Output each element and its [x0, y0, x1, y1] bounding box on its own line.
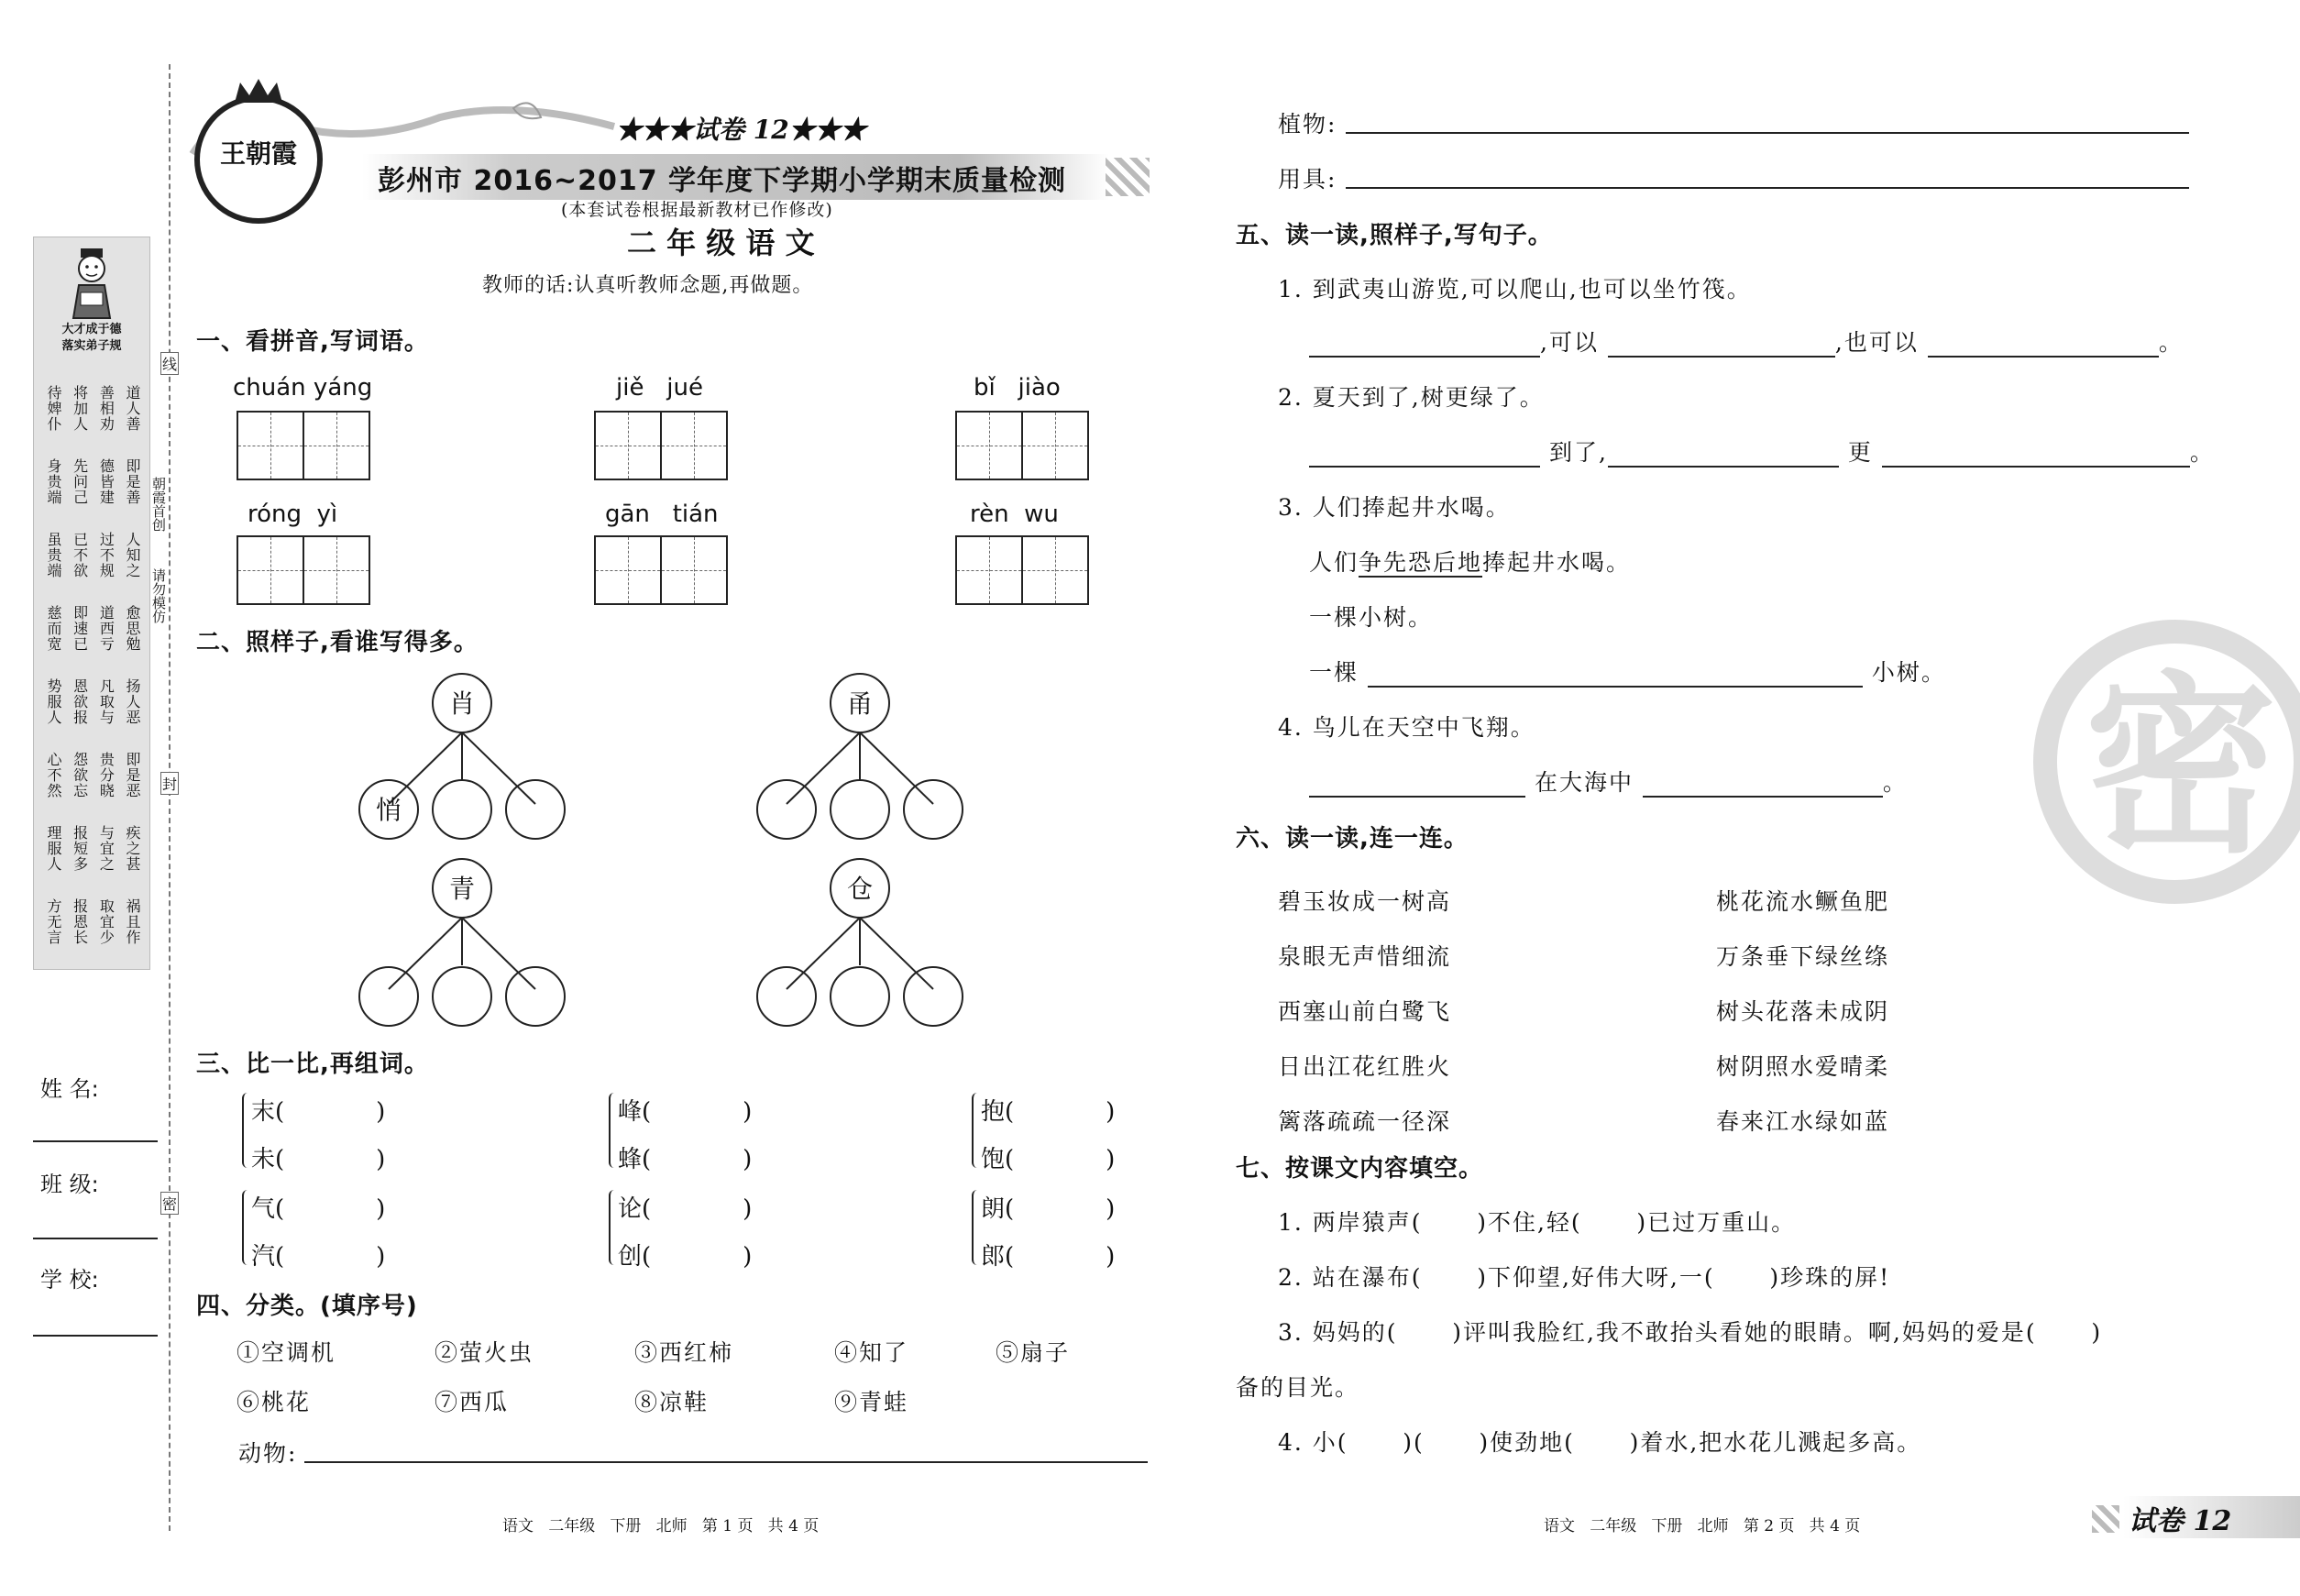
- motto-col: 人知之: [123, 531, 141, 578]
- motto-col: 恩欲报: [71, 677, 89, 725]
- pinyin-6: rèn wu: [970, 501, 1059, 528]
- option-2: ②萤火虫: [435, 1339, 534, 1366]
- motto-col: 先问己: [71, 457, 89, 505]
- crown-icon: [231, 77, 286, 105]
- match-left-item[interactable]: 泉眼无声惜细流: [1278, 943, 1452, 970]
- tree-4-leaf-1[interactable]: [757, 967, 816, 1026]
- cut-mark-3: 密: [160, 1192, 179, 1215]
- motto-caption-1: 大才成于德: [61, 323, 122, 336]
- motto-col: 已不欲: [71, 531, 89, 578]
- match-left-item[interactable]: 西塞山前白鹭飞: [1278, 998, 1452, 1025]
- plants-answer-line[interactable]: [1346, 132, 2189, 134]
- motto-col: 怨欲忘: [71, 751, 89, 798]
- s5-q1-blank-1[interactable]: [1309, 356, 1540, 358]
- motto-row: [45, 665, 140, 738]
- motto-col: 祸且作: [123, 897, 141, 945]
- side-note-1: 朝霞首创: [150, 477, 167, 532]
- match-left-item[interactable]: 日出江花红胜火: [1278, 1053, 1452, 1080]
- s5-q1-blank-3[interactable]: [1928, 356, 2159, 358]
- subject-title: 二 年 级 语 文: [627, 226, 815, 260]
- brace-1: [242, 1093, 251, 1168]
- option-4: ④知了: [834, 1339, 909, 1366]
- motto-row: [45, 518, 140, 591]
- section-5-title: 五、读一读,照样子,写句子。: [1236, 222, 1553, 249]
- writing-grid-6[interactable]: [955, 535, 1089, 605]
- motto-col: 虽贵端: [45, 531, 62, 578]
- motto-rows: [45, 371, 140, 958]
- badge-checker-decoration: [2092, 1505, 2119, 1533]
- match-right-item[interactable]: 万条垂下绿丝绦: [1716, 943, 1890, 970]
- publisher-logo: [194, 95, 323, 224]
- footer-right: 语文 二年级 下册 北师 第 2 页 共 4 页: [1544, 1517, 1861, 1535]
- option-8: ⑧凉鞋: [634, 1389, 710, 1415]
- s5-q3-blank[interactable]: [1368, 686, 1863, 688]
- tree-4-leaf-3[interactable]: [904, 967, 963, 1026]
- pair-5-a: 论( ): [618, 1195, 753, 1223]
- cut-mark-2: 封: [160, 772, 179, 795]
- brace-3: [972, 1093, 981, 1168]
- teacher-note: 教师的话:认真听教师念题,再做题。: [482, 274, 814, 297]
- s5-q1-answer: ,可以 ,也可以 。: [1309, 325, 2184, 358]
- motto-col: 心不然: [45, 751, 62, 798]
- paper-badge: 试卷 12: [2129, 1505, 2232, 1537]
- section-6-title: 六、读一读,连一连。: [1236, 825, 1469, 853]
- plants-label: 植物:: [1278, 111, 1337, 138]
- match-left-item[interactable]: 篱落疏疏一径深: [1278, 1108, 1452, 1135]
- pair-2-a: 峰( ): [618, 1098, 753, 1126]
- tree-2-leaf-2[interactable]: [831, 780, 889, 839]
- brace-4: [242, 1190, 251, 1265]
- writing-grid-1[interactable]: [237, 411, 370, 480]
- option-5: ⑤扇子: [996, 1339, 1071, 1366]
- motto-col: 报短多: [71, 824, 89, 872]
- cut-mark-1: 线: [160, 352, 179, 375]
- watermark-char: 密: [2084, 653, 2277, 879]
- motto-col: 过不规: [97, 531, 116, 578]
- s5-q4: 4. 鸟儿在天空中飞翔。: [1278, 714, 1535, 741]
- s5-q4-blank-2[interactable]: [1643, 796, 1883, 798]
- s7-q3: 3. 妈妈的( )评叫我脸红,我不敢抬头看她的眼睛。啊,妈妈的爱是( ): [1278, 1319, 2103, 1346]
- motto-row: [45, 445, 140, 518]
- pinyin-2: jiě jué: [616, 374, 703, 402]
- pair-4-a: 气( ): [251, 1195, 386, 1223]
- tree-3-leaf-2[interactable]: [433, 967, 491, 1026]
- s5-q4-blank-1[interactable]: [1309, 796, 1525, 798]
- brace-6: [972, 1190, 981, 1265]
- option-7: ⑦西瓜: [435, 1389, 510, 1415]
- section-1-title: 一、看拼音,写词语。: [196, 328, 429, 356]
- pinyin-4: róng yì: [248, 501, 338, 528]
- class-field[interactable]: [33, 1238, 158, 1239]
- motto-col: 道西亏: [97, 604, 116, 652]
- s5-q3-b: 一棵小树。: [1309, 604, 1434, 631]
- section-4-title: 四、分类。(填序号): [196, 1293, 418, 1320]
- motto-row: [45, 885, 140, 958]
- match-left-item[interactable]: 碧玉妆成一树高: [1278, 888, 1452, 915]
- pair-5-b: 创( ): [618, 1243, 753, 1271]
- name-label: 姓 名:: [40, 1076, 99, 1102]
- s7-q1: 1. 两岸猿声( )不住,轻( )已过万重山。: [1278, 1209, 1797, 1236]
- tools-label: 用具:: [1278, 166, 1337, 193]
- pair-6-a: 朗( ): [981, 1195, 1116, 1223]
- tree-1-root-char: 肖: [448, 688, 476, 719]
- s5-q4-answer: 在大海中 。: [1309, 765, 1908, 798]
- title-checker-decoration: [1106, 158, 1150, 196]
- pair-1-b: 未( ): [251, 1146, 386, 1173]
- pair-4-b: 汽( ): [251, 1243, 386, 1271]
- section-2-title: 二、照样子,看谁写得多。: [196, 629, 479, 656]
- motto-caption-2: 落实弟子规: [61, 339, 122, 353]
- motto-col: 即速已: [71, 604, 89, 652]
- school-label: 学 校:: [40, 1267, 99, 1293]
- motto-row: [45, 591, 140, 665]
- pair-6-b: 郎( ): [981, 1243, 1116, 1271]
- tree-2-leaf-3[interactable]: [904, 780, 963, 839]
- motto-row: [45, 371, 140, 445]
- tree-2-leaf-1[interactable]: [757, 780, 816, 839]
- exam-title: 彭州市 2016~2017 学年度下学期小学期末质量检测: [378, 165, 1067, 197]
- motto-col: 德皆建: [97, 457, 116, 505]
- motto-panel: [33, 237, 150, 970]
- motto-col: 愈思勉: [123, 604, 141, 652]
- option-1: ①空调机: [237, 1339, 336, 1366]
- option-6: ⑥桃花: [237, 1389, 312, 1415]
- match-right-item[interactable]: 桃花流水鳜鱼肥: [1716, 888, 1890, 915]
- s7-q3-cont: 备的目光。: [1236, 1374, 1360, 1401]
- writing-grid-3[interactable]: [955, 411, 1089, 480]
- motto-col: 身贵端: [45, 457, 62, 505]
- motto-col: 将加人: [71, 384, 89, 432]
- s5-q1: 1. 到武夷山游览,可以爬山,也可以坐竹筏。: [1278, 276, 1752, 303]
- s5-q2-blank-2[interactable]: [1608, 466, 1839, 468]
- tree-1-leaf-3[interactable]: [506, 780, 565, 839]
- s7-q4: 4. 小( )( )使劲地( )着水,把水花儿溅起多高。: [1278, 1429, 1922, 1456]
- pair-2-b: 蜂( ): [618, 1146, 753, 1173]
- s5-q2-blank-1[interactable]: [1309, 466, 1540, 468]
- section-7-title: 七、按课文内容填空。: [1236, 1155, 1484, 1183]
- motto-col: 待婢仆: [45, 384, 62, 432]
- tree-3-leaf-1[interactable]: [359, 967, 418, 1026]
- motto-row: [45, 738, 140, 811]
- tree-1-leaf-2[interactable]: [433, 780, 491, 839]
- name-field[interactable]: [33, 1140, 158, 1142]
- option-9: ⑨青蛙: [834, 1389, 909, 1415]
- animals-label: 动物:: [238, 1440, 298, 1467]
- pair-1-a: 末( ): [251, 1098, 386, 1126]
- s5-q3-example: 人们争先恐后地捧起井水喝。: [1309, 549, 1632, 576]
- motto-col: 取宜少: [97, 897, 116, 945]
- motto-col: 贵分晓: [97, 751, 116, 798]
- school-field[interactable]: [33, 1335, 158, 1337]
- writing-grid-2[interactable]: [594, 411, 728, 480]
- motto-col: 即是恶: [123, 751, 141, 798]
- motto-row: [45, 811, 140, 885]
- match-right-item[interactable]: 春来江水绿如蓝: [1716, 1108, 1890, 1135]
- motto-col: 方无言: [45, 897, 62, 945]
- side-note-2: 请勿模仿: [150, 568, 167, 623]
- cut-line: [169, 64, 171, 1531]
- exam-subtitle: (本套试卷根据最新教材已作修改): [561, 200, 833, 220]
- motto-col: 理服人: [45, 824, 62, 872]
- s5-q3-c: 一棵 小树。: [1309, 659, 1946, 686]
- tree-2-root-char: 甬: [846, 688, 874, 719]
- s5-q3: 3. 人们捧起井水喝。: [1278, 494, 1511, 521]
- option-3: ③西红柿: [634, 1339, 734, 1366]
- match-right-column: [1716, 875, 1889, 1150]
- pinyin-5: gān tián: [605, 501, 719, 528]
- section-3-title: 三、比一比,再组词。: [196, 1051, 429, 1078]
- motto-col: 扬人恶: [123, 677, 141, 725]
- pair-3-b: 饱( ): [981, 1146, 1116, 1173]
- scholar-icon: [64, 247, 119, 320]
- tree-1-example-char: 悄: [375, 795, 402, 825]
- motto-col: 道人善: [123, 384, 141, 432]
- left-binding-strip: [0, 0, 174, 1596]
- s5-q2: 2. 夏天到了,树更绿了。: [1278, 384, 1545, 411]
- character-trees: [348, 665, 1018, 1031]
- animals-answer-line[interactable]: [304, 1461, 1148, 1463]
- s7-q2: 2. 站在瀑布( )下仰望,好伟大呀,一( )珍珠的屏!: [1278, 1264, 1891, 1291]
- match-left-column: [1278, 875, 1451, 1150]
- pinyin-1: chuán yáng: [233, 374, 373, 402]
- footer-left: 语文 二年级 下册 北师 第 1 页 共 4 页: [502, 1517, 820, 1535]
- s5-q2-blank-3[interactable]: [1882, 466, 2190, 468]
- s5-q3-underlined: 争先恐后地: [1359, 549, 1483, 576]
- match-right-item[interactable]: 树阴照水爱晴柔: [1716, 1053, 1890, 1080]
- motto-col: 善相劝: [97, 384, 116, 432]
- motto-col: 凡取与: [97, 677, 116, 725]
- writing-grid-4[interactable]: [237, 535, 370, 605]
- s5-q1-blank-2[interactable]: [1608, 356, 1835, 358]
- pinyin-3: bǐ jiào: [974, 374, 1061, 402]
- tree-4-leaf-2[interactable]: [831, 967, 889, 1026]
- brace-5: [609, 1190, 618, 1265]
- motto-col: 势服人: [45, 677, 62, 725]
- class-label: 班 级:: [40, 1172, 99, 1197]
- tree-4-root-char: 仓: [846, 874, 874, 904]
- tools-answer-line[interactable]: [1346, 187, 2189, 189]
- motto-col: 即是善: [123, 457, 141, 505]
- pair-3-a: 抱( ): [981, 1098, 1116, 1126]
- motto-col: 疾之甚: [123, 824, 141, 872]
- tree-3-root-char: 青: [448, 874, 476, 904]
- logo-text: 王朝霞: [219, 138, 297, 169]
- writing-grid-5[interactable]: [594, 535, 728, 605]
- match-right-item[interactable]: 树头花落未成阴: [1716, 998, 1890, 1025]
- s5-q2-answer: 到了, 更 。: [1309, 435, 2215, 468]
- brace-2: [609, 1093, 618, 1168]
- paper-number: ★★★试卷 12★★★: [616, 115, 866, 145]
- motto-col: 报恩长: [71, 897, 89, 945]
- watermark-seal: [2033, 620, 2300, 904]
- motto-col: 慈而宽: [45, 604, 62, 652]
- tree-3-leaf-3[interactable]: [506, 967, 565, 1026]
- motto-col: 与宜之: [97, 824, 116, 872]
